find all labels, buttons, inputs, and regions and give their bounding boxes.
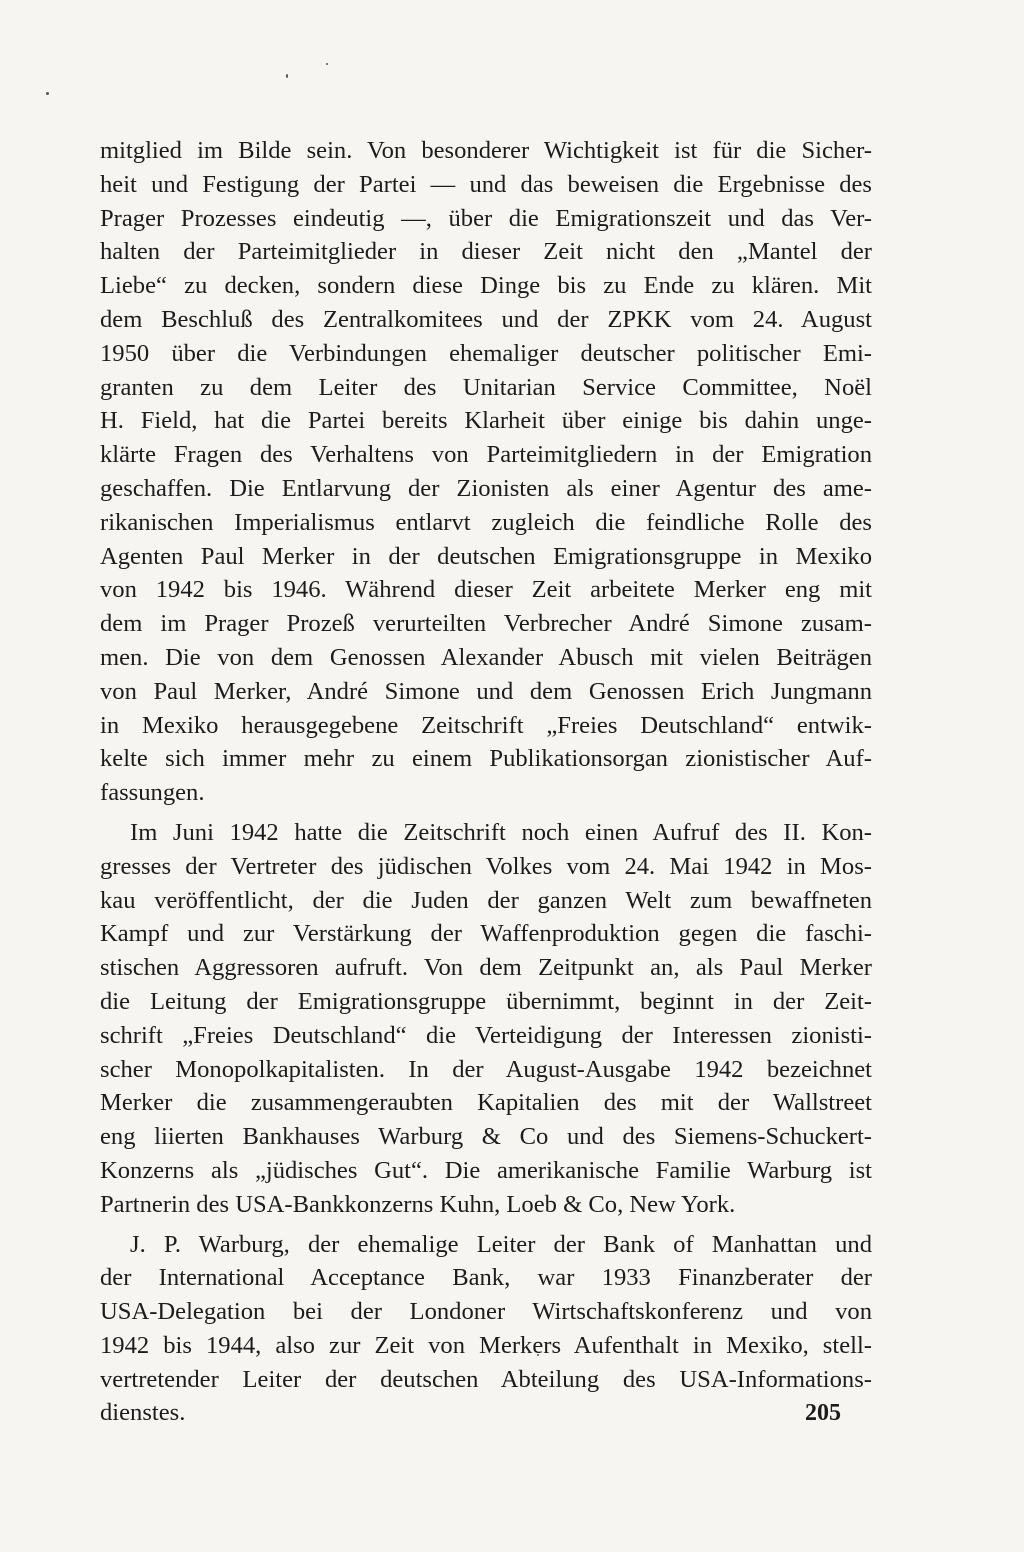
text-line: der International Acceptance Bank, war 1933 Finanzberater der [100, 1264, 872, 1292]
text-line: Agenten Paul Merker in der deutschen Emigrationsgruppe in Mexiko [100, 542, 872, 570]
text-line: Konzerns als „jüdisches Gut“. Die amerikanische Familie Warburg ist [100, 1156, 872, 1184]
text-line: men. Die von dem Genossen Alexander Abusch mit vielen Beiträgen [100, 643, 872, 671]
text-line: klärte Fragen des Verhaltens von Parteimitgliedern in der Emigration [100, 441, 872, 469]
text-line: scher Monopolkapitalisten. In der August-Ausgabe 1942 bezeichnet [100, 1055, 872, 1083]
text-line: kau veröffentlicht, der die Juden der ganzen Welt zum bewaffneten [100, 886, 872, 914]
text-line: gresses der Vertreter des jüdischen Volkes vom 24. Mai 1942 in Mos- [100, 852, 872, 880]
body-text [100, 134, 872, 1430]
text-line: H. Field, hat die Partei bereits Klarheit über einige bis dahin unge- [100, 407, 872, 435]
text-line: von Paul Merker, André Simone und dem Genossen Erich Jungmann [100, 677, 872, 705]
paper-speck [46, 92, 49, 95]
page-number: 205 [805, 1400, 841, 1426]
paragraph-1 [100, 134, 872, 810]
text-line: geschaffen. Die Entlarvung der Zionisten als einer Agentur des ame- [100, 474, 872, 502]
text-line: USA-Delegation bei der Londoner Wirtschaftskonferenz und von [100, 1298, 872, 1326]
text-line: granten zu dem Leiter des Unitarian Service Committee, Noël [100, 373, 872, 401]
text-line: 1950 über die Verbindungen ehemaliger deutscher politischer Emi- [100, 339, 872, 367]
text-line: dienstes. [100, 1399, 186, 1427]
text-line: eng liierten Bankhauses Warburg & Co und des Siemens-Schuckert- [100, 1123, 872, 1151]
text-line: von 1942 bis 1946. Während dieser Zeit arbeitete Merker eng mit [100, 576, 872, 604]
text-line: kelte sich immer mehr zu einem Publikationsorgan zionistischer Auf- [100, 745, 872, 773]
paragraph-3 [100, 1228, 872, 1431]
text-line: Kampf und zur Verstärkung der Waffenproduktion gegen die faschi- [100, 920, 872, 948]
text-line: in Mexiko herausgegebene Zeitschrift „Freies Deutschland“ entwik- [100, 711, 872, 739]
text-line: Im Juni 1942 hatte die Zeitschrift noch einen Aufruf des II. Kon- [130, 818, 872, 846]
text-line: Prager Prozesses eindeutig —, über die Emigrationszeit und das Ver- [100, 204, 872, 232]
text-line: Partnerin des USA-Bankkonzerns Kuhn, Loeb & Co, New York. [100, 1190, 736, 1218]
text-line: vertretender Leiter der deutschen Abteilung des USA-Informations- [100, 1365, 872, 1393]
text-line: die Leitung der Emigrationsgruppe übernimmt, beginnt in der Zeit- [100, 987, 872, 1015]
text-line: Liebe“ zu decken, sondern diese Dinge bis zu Ende zu klären. Mit [100, 272, 872, 300]
text-line: dem Beschluß des Zentralkomitees und der ZPKK vom 24. August [100, 305, 872, 333]
text-line: heit und Festigung der Partei — und das beweisen die Ergebnisse des [100, 170, 872, 198]
text-line: J. P. Warburg, der ehemalige Leiter der Bank of Manhattan und [130, 1230, 872, 1258]
text-line: dem im Prager Prozeß verurteilten Verbrecher André Simone zusam- [100, 610, 872, 638]
text-line: halten der Parteimitglieder in dieser Zeit nicht den „Mantel der [100, 238, 872, 266]
text-line: stischen Aggressoren aufruft. Von dem Zeitpunkt an, als Paul Merker [100, 954, 872, 982]
paragraph-2 [100, 816, 872, 1222]
text-line: mitglied im Bilde sein. Von besonderer Wichtigkeit ist für die Sicher- [100, 137, 872, 164]
text-line: fassungen. [100, 779, 205, 807]
text-line: 1942 bis 1944, also zur Zeit von Merkers Aufenthalt in Mexiko, stell- [100, 1331, 872, 1359]
text-line: schrift „Freies Deutschland“ die Verteidigung der Interessen zionisti- [100, 1021, 872, 1049]
paper-speck [326, 63, 328, 65]
text-line: rikanischen Imperialismus entlarvt zugleich die feindliche Rolle des [100, 508, 872, 536]
paper-speck [286, 74, 288, 78]
text-line: Merker die zusammengeraubten Kapitalien des mit der Wallstreet [100, 1089, 872, 1117]
